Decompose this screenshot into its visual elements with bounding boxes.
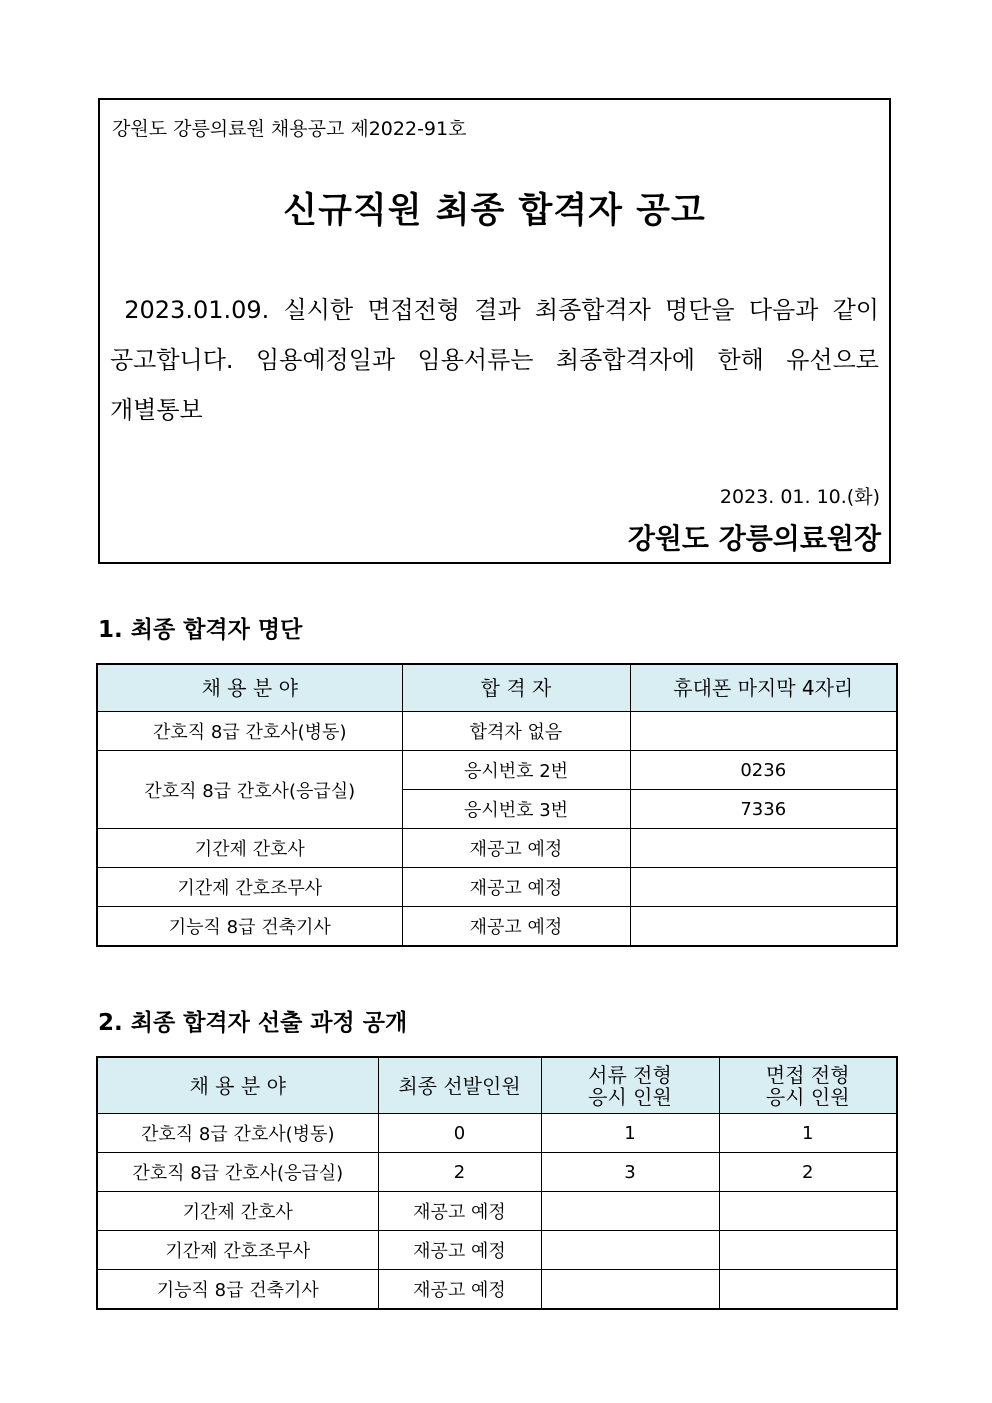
header-final-selected: 최종 선발인원 — [378, 1057, 541, 1114]
interview-applicants-cell: 1 — [719, 1114, 897, 1153]
applicant-cell: 재공고 예정 — [402, 907, 630, 947]
table-row — [97, 907, 897, 947]
table-row — [97, 1231, 897, 1270]
final-selected-cell: 재공고 예정 — [378, 1192, 541, 1231]
header-field: 채 용 분 야 — [97, 664, 402, 712]
document-applicants-cell — [541, 1231, 719, 1270]
header-document-applicants: 서류 전형 응시 인원 — [541, 1057, 719, 1114]
section-heading-selection-process: 2. 최종 합격자 선출 과정 공개 — [98, 1010, 408, 1036]
table-row — [97, 712, 897, 751]
table-row — [97, 868, 897, 907]
applicant-cell: 재공고 예정 — [402, 868, 630, 907]
header-interview-applicants: 면접 전형 응시 인원 — [719, 1057, 897, 1114]
field-cell: 간호직 8급 간호사(병동) — [97, 712, 402, 751]
notice-number: 강원도 강릉의료원 채용공고 제2022-91호 — [112, 118, 467, 140]
notice-body: 2023.01.09. 실시한 면접전형 결과 최종합격자 명단을 다음과 같이 공고합니다. 임용예정일과 임용서류는 최종합격자에 한해 유선으로 개별통보 — [110, 296, 887, 424]
phone-cell — [630, 868, 897, 907]
table-header-row — [97, 1057, 897, 1114]
field-cell: 기간제 간호사 — [97, 829, 402, 868]
table-row — [97, 1153, 897, 1192]
field-cell: 간호직 8급 간호사(응급실) — [97, 751, 402, 829]
section-heading-final-passers: 1. 최종 합격자 명단 — [98, 617, 303, 643]
final-selected-cell: 0 — [378, 1114, 541, 1153]
notice-title: 신규직원 최종 합격자 공고 — [283, 191, 706, 231]
table-header-row — [97, 664, 897, 712]
final-passers-table — [96, 663, 898, 947]
table-row — [97, 1114, 897, 1153]
field-cell: 기간제 간호조무사 — [97, 1231, 378, 1270]
notice-issuer: 강원도 강릉의료원장 — [627, 522, 881, 555]
document-applicants-cell: 1 — [541, 1114, 719, 1153]
field-cell: 기간제 간호사 — [97, 1192, 378, 1231]
document-applicants-cell — [541, 1192, 719, 1231]
table-row — [97, 1192, 897, 1231]
interview-applicants-cell — [719, 1231, 897, 1270]
phone-cell: 7336 — [630, 790, 897, 829]
header-applicant: 합 격 자 — [402, 664, 630, 712]
field-cell: 간호직 8급 간호사(응급실) — [97, 1153, 378, 1192]
field-cell: 간호직 8급 간호사(병동) — [97, 1114, 378, 1153]
field-cell: 기능직 8급 건축기사 — [97, 907, 402, 947]
field-cell: 기능직 8급 건축기사 — [97, 1270, 378, 1310]
phone-cell — [630, 712, 897, 751]
interview-applicants-cell: 2 — [719, 1153, 897, 1192]
header-field: 채 용 분 야 — [97, 1057, 378, 1114]
notice-box — [98, 98, 891, 564]
final-selected-cell: 재공고 예정 — [378, 1270, 541, 1310]
notice-date: 2023. 01. 10.(화) — [719, 486, 880, 508]
header-phone-last4: 휴대폰 마지막 4자리 — [630, 664, 897, 712]
table-row — [97, 829, 897, 868]
phone-cell — [630, 907, 897, 947]
interview-applicants-cell — [719, 1192, 897, 1231]
field-cell: 기간제 간호조무사 — [97, 868, 402, 907]
document-applicants-cell: 3 — [541, 1153, 719, 1192]
interview-applicants-cell — [719, 1270, 897, 1310]
document-applicants-cell — [541, 1270, 719, 1310]
selection-process-table — [96, 1056, 898, 1310]
table-row — [97, 751, 897, 790]
applicant-cell: 응시번호 2번 — [402, 751, 630, 790]
phone-cell — [630, 829, 897, 868]
applicant-cell: 재공고 예정 — [402, 829, 630, 868]
phone-cell: 0236 — [630, 751, 897, 790]
applicant-cell: 응시번호 3번 — [402, 790, 630, 829]
final-selected-cell: 재공고 예정 — [378, 1231, 541, 1270]
final-selected-cell: 2 — [378, 1153, 541, 1192]
applicant-cell: 합격자 없음 — [402, 712, 630, 751]
table-row — [97, 1270, 897, 1310]
